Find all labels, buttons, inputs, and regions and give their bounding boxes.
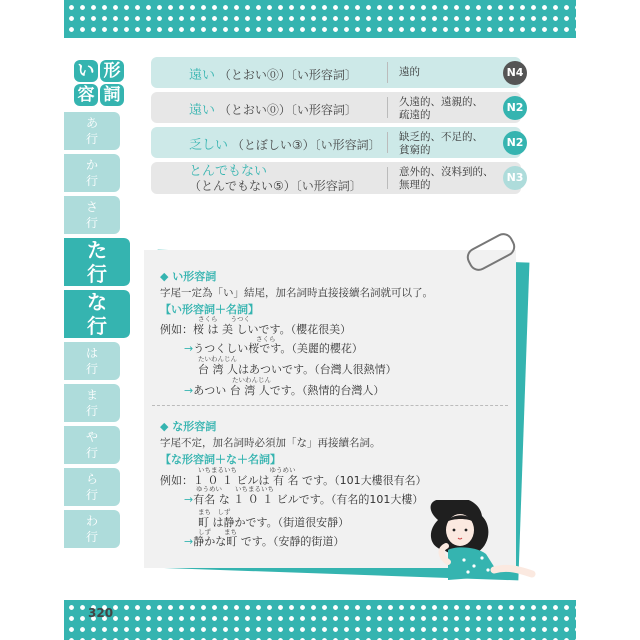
- example-text: 台灣人）: [340, 384, 385, 397]
- tab-ya-row[interactable]: [64, 426, 120, 464]
- example-kana: うつくしい: [193, 342, 249, 355]
- tab-label: 行: [85, 132, 98, 146]
- example-highlight: 安靜的: [278, 535, 312, 548]
- category-badge: [72, 58, 126, 108]
- ruby: いちまるいち ゆうめい: [198, 466, 296, 474]
- example-text: 町 は静かです。（街道很安靜）: [198, 516, 350, 529]
- vocab-kana: 乏しい: [189, 138, 229, 153]
- arrow-icon: →: [184, 493, 194, 506]
- vocab-meaning: [399, 166, 509, 192]
- tab-label: 行: [85, 216, 98, 230]
- tab-sa-row[interactable]: [64, 196, 120, 234]
- vocab-meaning: [399, 96, 509, 122]
- tab-a-row[interactable]: [64, 112, 120, 150]
- tab-label: わ: [85, 514, 98, 528]
- badge-char: 形: [100, 60, 124, 82]
- example-text: 桜 は 美 しいです。（櫻花很美）: [193, 323, 352, 336]
- tab-label: 行: [85, 362, 98, 376]
- page-number: 320: [88, 606, 114, 620]
- section-divider: [152, 405, 508, 406]
- example-kana: 有名 な: [193, 493, 230, 506]
- vocab-word: [189, 165, 362, 193]
- ruby: さくら: [256, 335, 276, 343]
- meaning-line: 無理的: [399, 179, 431, 191]
- vocab-row: [151, 57, 524, 88]
- example-kana: 静かな: [193, 535, 227, 548]
- badge-char: 容: [74, 84, 98, 106]
- example-text: 櫻花）: [329, 342, 363, 355]
- tab-label: ま: [85, 388, 98, 402]
- vocab-word: [189, 134, 381, 153]
- ruby: ゆうめい いちまるいち: [196, 485, 274, 493]
- vocab-pos: 〔い形容詞〕: [290, 68, 357, 82]
- tab-ha-row[interactable]: [64, 342, 120, 380]
- tab-label: 行: [85, 446, 98, 460]
- tab-label: な: [87, 290, 107, 314]
- tab-label: ら: [85, 472, 98, 486]
- tab-ka-row[interactable]: [64, 154, 120, 192]
- example-text: 台 湾 人はあついです。（台灣人很熱情）: [198, 363, 397, 376]
- row-divider: [387, 97, 388, 118]
- tab-label: 行: [87, 314, 107, 338]
- example-text: 台 湾 人です。（: [229, 384, 308, 397]
- vocab-kana: 遠い: [189, 103, 216, 118]
- meaning-line: 遠的: [399, 66, 420, 78]
- example-label: 例如：: [160, 474, 193, 487]
- i-adj-formula: 【い形容詞＋名詞】: [160, 303, 259, 316]
- vocab-pos: 〔い形容詞〕: [314, 138, 381, 152]
- example-line: [184, 382, 384, 398]
- vocab-meaning: [399, 66, 509, 79]
- badge-char: い: [74, 60, 98, 82]
- vocab-meaning: [399, 131, 509, 157]
- meaning-line: 缺乏的、不足的、: [399, 131, 483, 143]
- tab-na-row[interactable]: [64, 290, 130, 338]
- jlpt-level-badge: N2: [503, 96, 527, 120]
- vocab-reading: （とおい⓪）: [218, 103, 291, 117]
- na-adj-heading: ◆ な形容詞: [160, 420, 217, 433]
- tab-label: あ: [85, 116, 98, 130]
- jlpt-level-badge: N4: [503, 61, 527, 85]
- meaning-line: 意外的、沒料到的、: [399, 166, 494, 178]
- example-line: [184, 491, 423, 507]
- tab-ta-row[interactable]: [64, 238, 130, 286]
- example-text: 桜です。（: [248, 342, 297, 355]
- example-text: 町 です。（: [226, 535, 279, 548]
- tab-label: た: [87, 238, 107, 262]
- vocab-kana: 遠い: [189, 68, 216, 83]
- ruby: さくら うつく: [198, 315, 250, 323]
- meaning-line: 久遠的、遠親的、: [399, 96, 483, 108]
- tab-label: や: [85, 430, 98, 444]
- example-highlight: 熱情的: [307, 384, 341, 397]
- row-divider: [387, 167, 388, 189]
- ruby: しず まち: [198, 528, 237, 536]
- bottom-dotted-band: [64, 600, 576, 640]
- tab-ra-row[interactable]: [64, 468, 120, 506]
- jlpt-level-badge: N2: [503, 131, 527, 155]
- example-text: 街道）: [311, 535, 345, 548]
- meaning-line: 疏遠的: [399, 109, 431, 121]
- vocab-pos: 〔い形容詞〕: [290, 103, 357, 117]
- tab-label: 行: [85, 530, 98, 544]
- example-highlight: 有名的: [336, 493, 370, 506]
- na-adj-description: 字尾不定，加名詞時必須加「な」再接續名詞。: [160, 437, 381, 449]
- vocab-word: [189, 64, 357, 83]
- example-label: 例如：: [160, 323, 193, 336]
- tab-label: 行: [85, 404, 98, 418]
- ruby: たいわんじん: [232, 376, 271, 384]
- vocab-row: [151, 127, 524, 158]
- tab-label: か: [85, 158, 98, 172]
- row-divider: [387, 62, 388, 83]
- vocab-row: [151, 92, 524, 123]
- tab-label: 行: [87, 262, 107, 286]
- arrow-icon: →: [184, 384, 194, 397]
- example-line: [184, 533, 344, 549]
- vocab-row: [151, 162, 524, 194]
- example-text: １ ０ １ ビルです。（: [233, 493, 337, 506]
- jlpt-level-badge: N3: [503, 166, 527, 190]
- badge-char: 詞: [100, 84, 124, 106]
- vocab-reading: （とぼしい③）: [231, 138, 315, 152]
- vocab-reading: （とおい⓪）: [218, 68, 291, 82]
- tab-label: は: [85, 346, 98, 360]
- girl-illustration: [408, 500, 538, 590]
- vocab-reading: （とんでもない⑤）: [189, 179, 296, 193]
- i-adj-description: 字尾一定為「い」結尾，加名詞時直接接續名詞就可以了。: [160, 287, 433, 299]
- vocab-word: [189, 99, 357, 118]
- tab-label: 行: [85, 488, 98, 502]
- top-dotted-band: [64, 0, 576, 38]
- example-highlight: 美麗的: [296, 342, 330, 355]
- na-adj-formula: 【な形容詞＋な＋名詞】: [160, 453, 281, 466]
- example-kana: あつい: [193, 384, 227, 397]
- ruby: まち しず: [198, 508, 231, 516]
- tab-label: 行: [85, 174, 98, 188]
- row-divider: [387, 132, 388, 153]
- vocab-pos: 〔い形容詞〕: [295, 179, 362, 193]
- tab-ma-row[interactable]: [64, 384, 120, 422]
- arrow-icon: →: [184, 535, 194, 548]
- vocab-kana: とんでもない: [189, 164, 268, 179]
- ruby: たいわんじん: [198, 355, 237, 363]
- tab-wa-row[interactable]: [64, 510, 120, 548]
- i-adj-heading: ◆ い形容詞: [160, 270, 217, 283]
- example-text: 101大樓）: [369, 493, 424, 506]
- meaning-line: 貧窮的: [399, 144, 431, 156]
- example-text: １ ０ １ ビルは 有 名 です。（101大樓很有名）: [193, 474, 427, 487]
- arrow-icon: →: [184, 342, 194, 355]
- tab-label: さ: [85, 200, 98, 214]
